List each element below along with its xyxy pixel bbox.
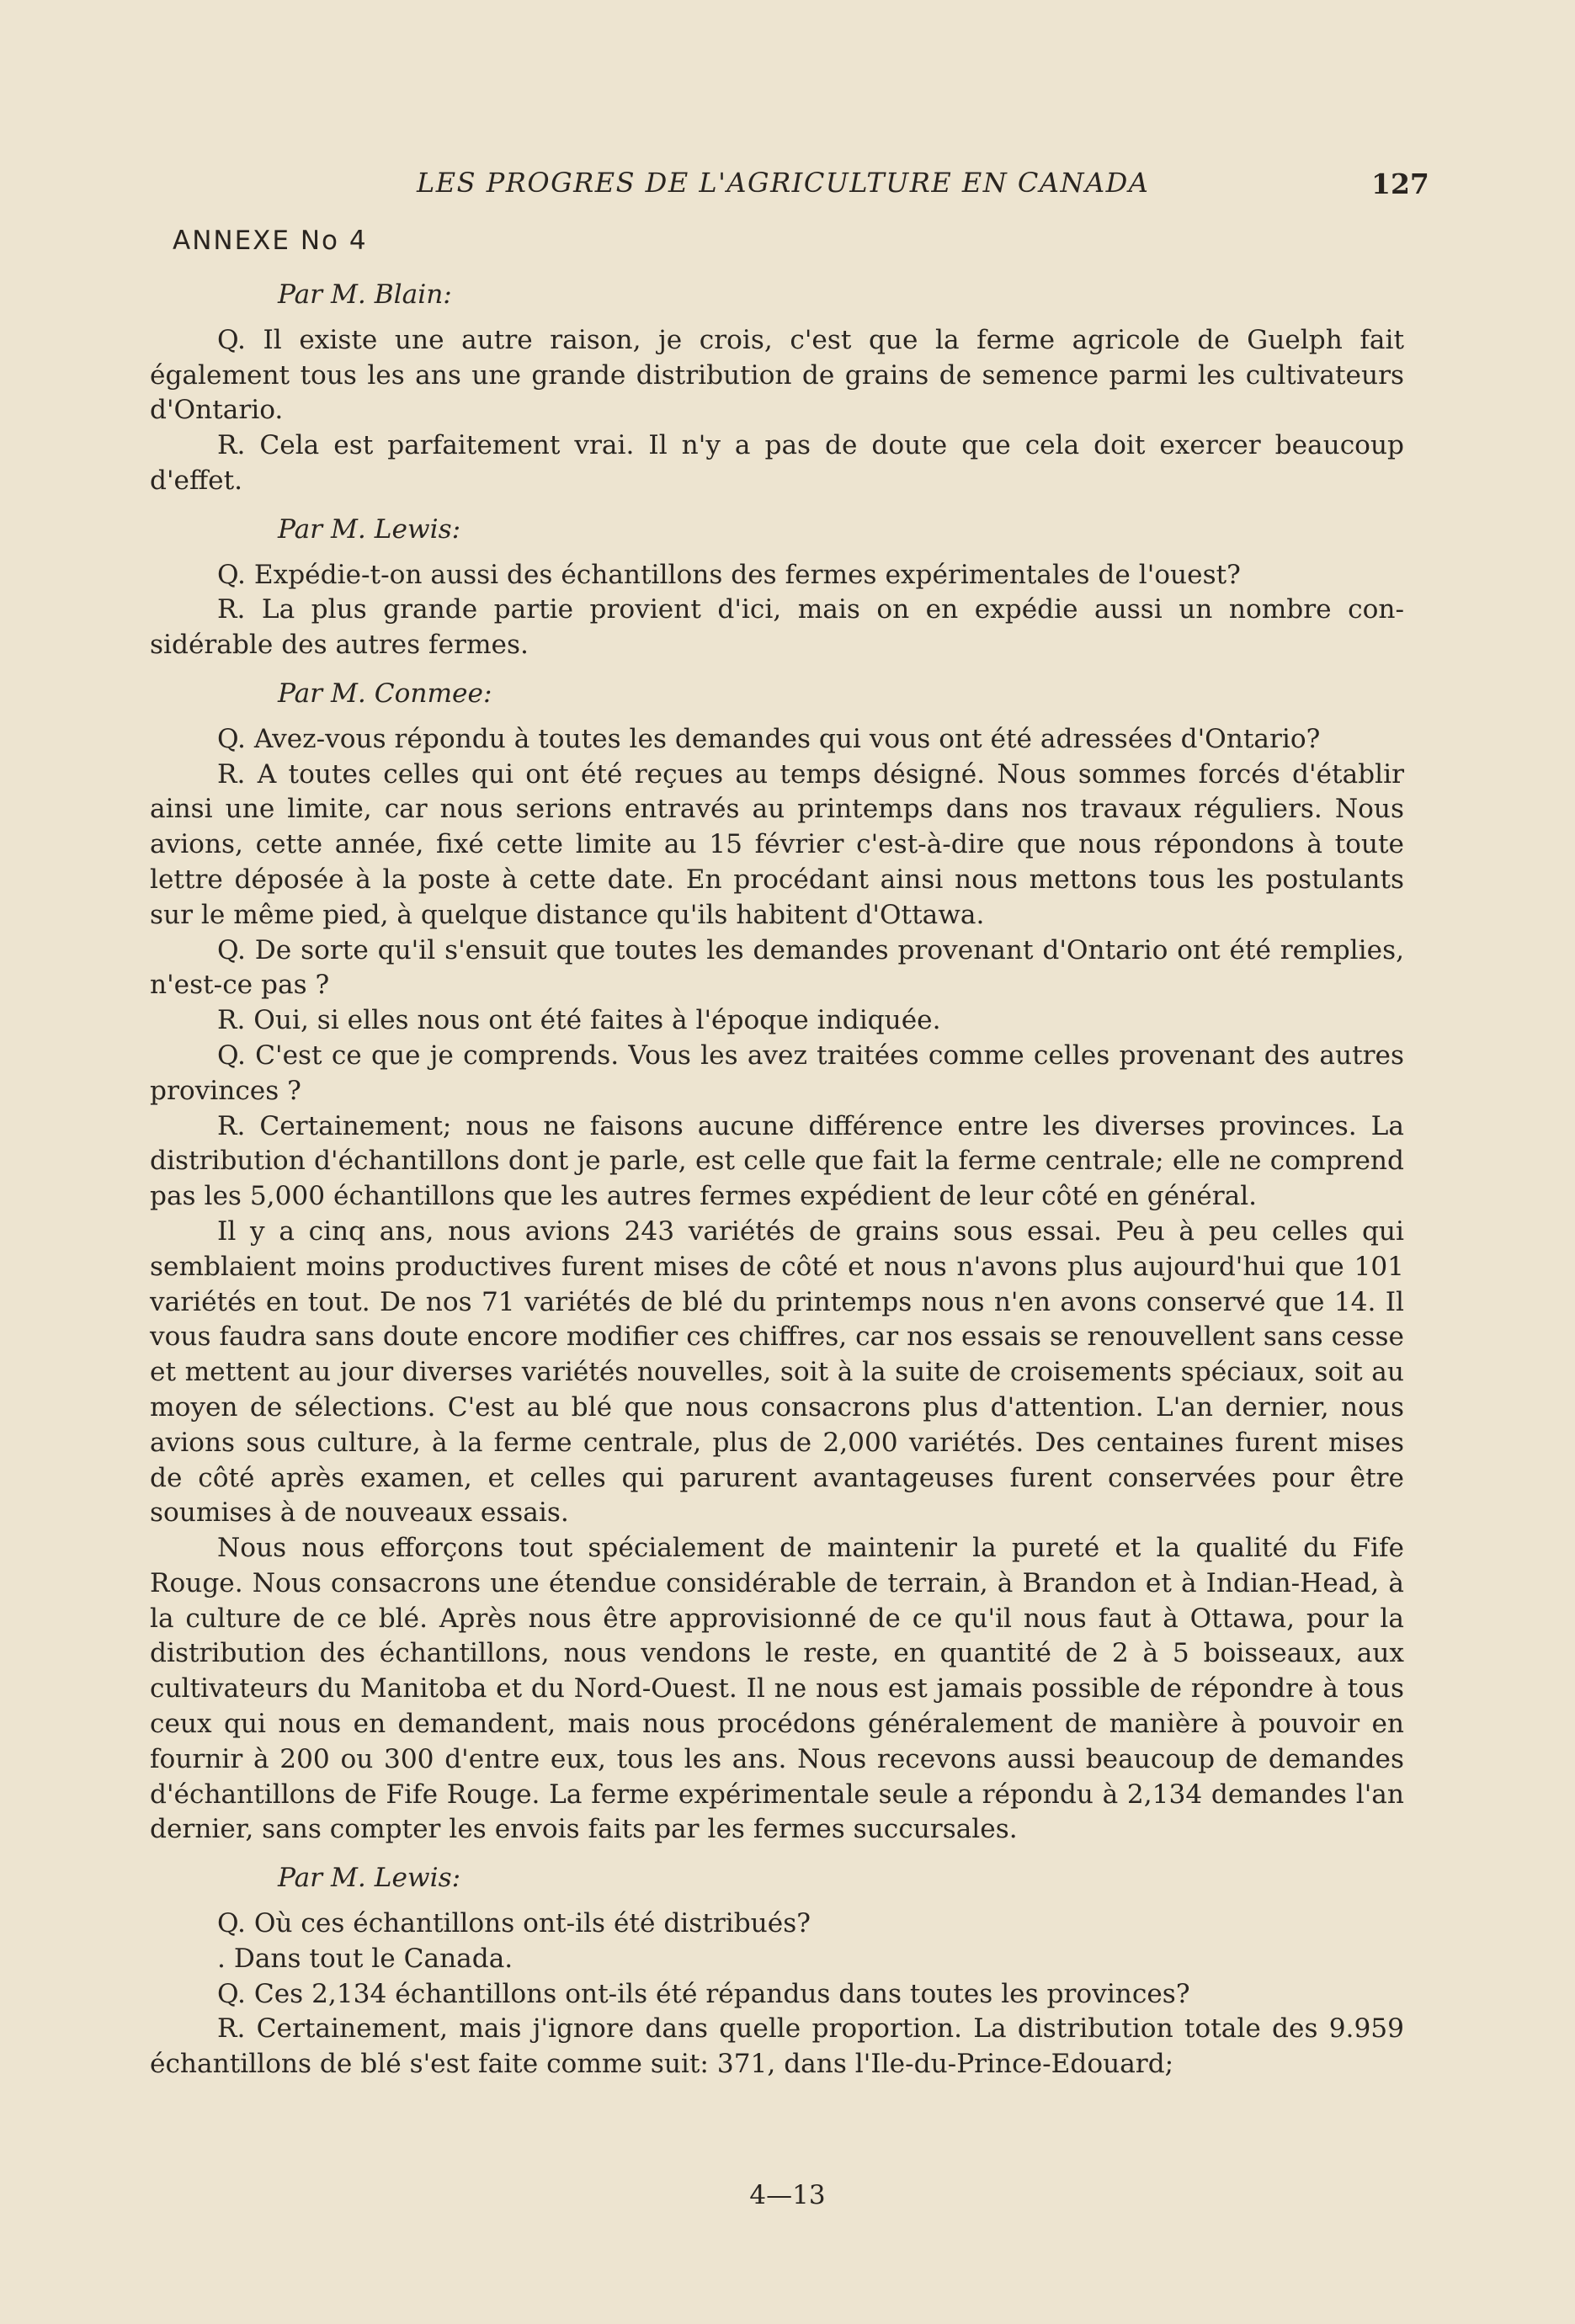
body-text [150,278,1404,2082]
speaker-heading: Par M. Lewis: [278,513,461,545]
paragraph: R. Certainement, mais j'ignore dans quelle proportion. La distribution totale des 9.959 échantillons de blé s'est faite comme suit: 371, dans l'Ile-du-Prince-Edouard; [150,2013,1404,2080]
paragraph: Q. Il existe une autre raison, je crois, c'est que la ferme agricole de Guelph fait également tous les ans une grande distribution de grains de semence parmi les cultivateurs d'Ontario. [150,324,1404,426]
speaker-heading: Par M. Lewis: [278,1863,461,1894]
paragraph: R. Oui, si elles nous ont été faites à l'époque indiquée. [217,1005,941,1036]
page-number: 127 [1371,168,1429,200]
paragraph: Il y a cinq ans, nous avions 243 variétés de grains sous essai. Peu à peu celles qui semblaient moins productives furent mises de côté et nous n'avons plus aujourd'hui que 101 variétés en tout. De nos 71 variétés de blé du printemps nous n'en avons conservé que 14. Il vous faudra sans doute encore modifier ces chiffres, car nos essais se renouvellent sans cesse et mettent au jour diverses variétés nouvelles, soit à la suite de croisements spéciaux, soit au moyen de sélections. C'est au blé que nous consacrons plus d'attention. L'an dernier, nous avions sous culture, à la ferme centrale, plus de 2,000 variétés. Des centaines furent mises de côté après examen, et celles qui parurent avantageuses furent conservées pour être soumises à de nouveaux essais. [150,1215,1404,1529]
paragraph: R. Certainement; nous ne faisons aucune différence entre les diverses provinces. La distribution d'échantillons dont je parle, est celle que fait la ferme centrale; elle ne comprend pas les 5,000 échantillons que les autres fermes expédient de leur côté en général. [150,1110,1404,1212]
paragraph: Nous nous efforçons tout spécialement de maintenir la pureté et la qualité du Fife Rouge. Nous consacrons une étendue considérable de terrain, à Brandon et à Indian-Head, à la culture de ce blé. Après nous être approvisionné de ce qu'il nous faut à Ottawa, pour la distribution des échantillons, nous vendons le reste, en quantité de 2 à 5 boisseaux, aux cultivateurs du Manitoba et du Nord-Ouest. Il ne nous est jamais possible de répondre à tous ceux qui nous en demandent, mais nous procédons généralement de manière à pouvoir en fournir à 200 ou 300 d'entre eux, tous les ans. Nous recevons aussi beaucoup de demandes d'échantillons de Fife Rouge. La ferme expérimentale seule a répondu à 2,134 demandes l'an dernier, sans compter les envois faits par les fermes succursales. [150,1533,1404,1845]
paragraph: R. A toutes celles qui ont été reçues au temps désigné. Nous sommes forcés d'établir ainsi une limite, car nous serions entravés au printemps dans nos travaux réguliers. Nous avions, cette année, fixé cette limite au 15 février c'est-à-dire que nous répondons à toute lettre déposée à la poste à cette date. En procédant ainsi nous mettons tous les postulants sur le même pied, à quelque distance qu'ils habitent d'Ottawa. [150,758,1404,930]
printer-signature: 4—13 [749,2180,826,2210]
paragraph: R. Cela est parfaitement vrai. Il n'y a pas de doute que cela doit exercer beaucoup d'effet. [150,430,1404,496]
speaker-heading: Par M. Conmee: [278,678,492,709]
paragraph: Q. C'est ce que je comprends. Vous les avez traitées comme celles provenant des autres provinces ? [150,1040,1404,1106]
paragraph: R. La plus grande partie provient d'ici, mais on en expédie aussi un nombre considérable des autres fermes. [150,594,1404,661]
speaker-heading: Par M. Blain: [278,279,452,310]
paragraph: Q. Expédie-t-on aussi des échantillons des fermes expérimentales de l'ouest? [217,559,1241,590]
paragraph: Q. De sorte qu'il s'ensuit que toutes les demandes provenant d'Ontario ont été remplies, n'est-ce pas ? [150,934,1404,1001]
running-title: LES PROGRES DE L'AGRICULTURE EN CANADA [417,167,1150,199]
paragraph: Q. Ces 2,134 échantillons ont-ils été répandus dans toutes les provinces? [217,1978,1190,2009]
paragraph: Q. Où ces échantillons ont-ils été distribués? [217,1908,811,1939]
paragraph: . Dans tout le Canada. [217,1943,513,1974]
paragraph: Q. Avez-vous répondu à toutes les demandes qui vous ont été adressées d'Ontario? [217,723,1321,754]
annex-label: ANNEXE No 4 [173,226,368,256]
